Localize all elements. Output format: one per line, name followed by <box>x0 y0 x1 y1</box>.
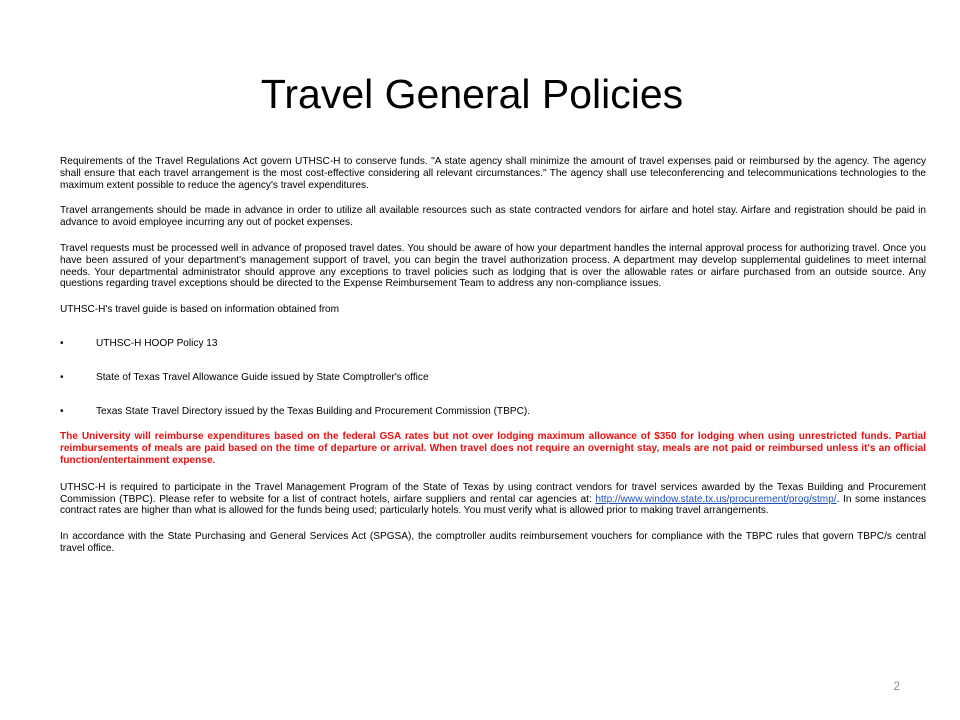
paragraph-travel-management-program <box>60 482 926 517</box>
slide-body <box>60 156 926 569</box>
paragraph-travel-requests: Travel requests must be processed well in advance of proposed travel dates. You should be aware of how your department handles the internal approval process for authorizing travel. Once you have been assured of your department's management support of travel, you can begin the travel authorization process. A department may develop supplemental guidelines to meet internal needs. Your departmental administrator should approve any exceptions to travel policies such as lodging that is over the allowable rates or airfare purchased from an outside source. Any questions regarding travel exceptions should be directed to the Expense Reimbursement Team to address any non-compliance issues. <box>60 242 926 290</box>
bullet-icon: • <box>60 405 64 417</box>
paragraph-spgsa-audit: In accordance with the State Purchasing and General Services Act (SPGSA), the comptroller audits reimbursement vouchers for compliance with the TBPC rules that govern TBPC/s central travel office. <box>60 531 926 554</box>
page-number: 2 <box>893 679 900 693</box>
paragraph-guide-sources: UTHSC-H's travel guide is based on information obtained from <box>60 304 340 316</box>
bullet-icon: • <box>60 371 64 383</box>
paragraph-travel-regulations: Requirements of the Travel Regulations Act govern UTHSC-H to conserve funds. "A state agency shall minimize the amount of travel expenses paid or reimbursed by the agency. The agency shall ensure that each travel arrangement is the most cost-effective considering all relevant circumstances." The agency shall use teleconferencing and telecommunications technologies to the maximum extent possible to reduce the agency's travel expenditures. <box>60 156 926 191</box>
procurement-website-link[interactable]: http://www.window.state.tx.us/procurement/prog/stmp/ <box>595 493 837 505</box>
list-item <box>60 338 926 350</box>
paragraph-travel-arrangements: Travel arrangements should be made in advance in order to utilize all available resources such as state contracted vendors for airfare and hotel stay. Airfare and registration should be paid in advance to avoid employee incurring any out of pocket expenses. <box>60 205 926 229</box>
list-item-text: State of Texas Travel Allowance Guide issued by State Comptroller's office <box>96 371 429 383</box>
bullet-icon: • <box>60 337 64 349</box>
tmp-text-before-link: UTHSC-H is required to participate in the Travel Management Program of the State of Texas by using contract vendors for travel services awarded by the Texas Building and Procurement Commission (TBPC). Please refer to website for a list of contract hotels, airfare suppliers and rental car agencies at: <box>60 481 926 505</box>
list-item-text: Texas State Travel Directory issued by the Texas Building and Procurement Commission (TBPC). <box>96 405 531 417</box>
slide-title: Travel General Policies <box>260 71 684 117</box>
list-item <box>60 406 926 418</box>
paragraph-reimbursement-policy: The University will reimburse expenditures based on the federal GSA rates but not over lodging maximum allowance of $350 for lodging when using unrestricted funds. Partial reimbursements of meals are paid based on the time of departure or arrival. When travel does not require an overnight stay, meals are not paid or reimbursed unless it's an official function/entertainment expense. <box>60 431 926 466</box>
tmp-text-after-link: . In some instances contract rates are higher than what is allowed for the funds being used; particularly hotels. You must verify what is allowed prior to making travel arrangements. <box>60 493 926 517</box>
list-item <box>60 372 926 384</box>
list-item-text: UTHSC-H HOOP Policy 13 <box>96 337 218 349</box>
